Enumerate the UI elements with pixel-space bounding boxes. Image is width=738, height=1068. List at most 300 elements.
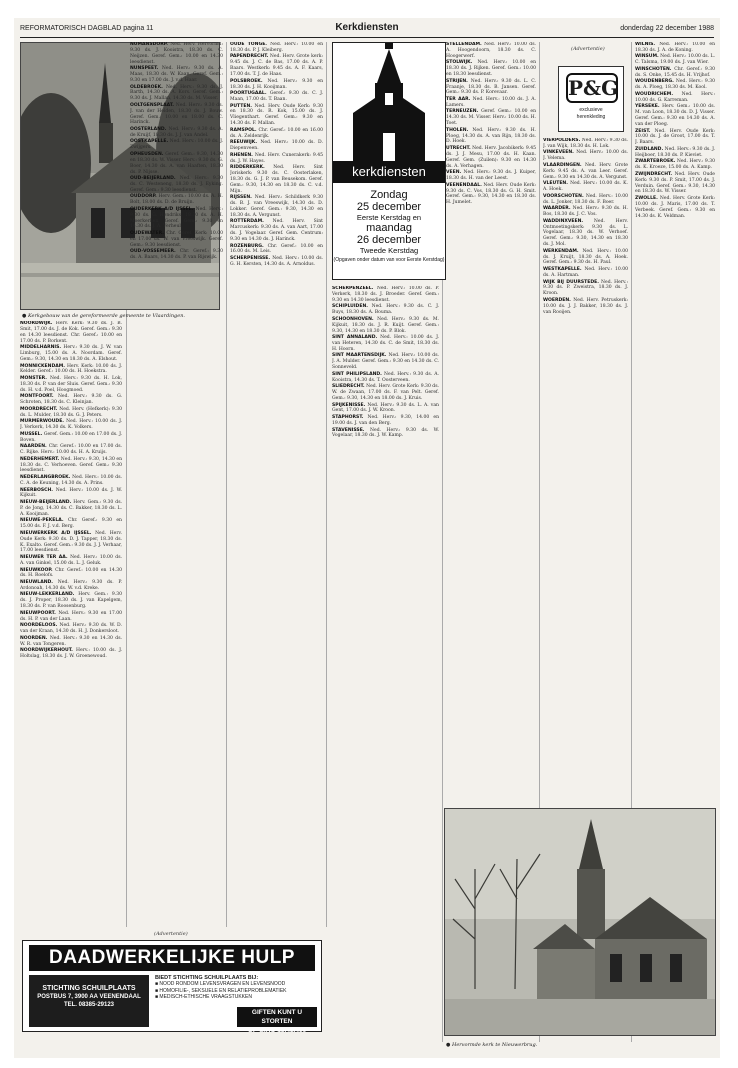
- service-listing: [446, 128, 536, 146]
- service-listing: [20, 394, 122, 406]
- listing-text: Herv.: 10.00 ds. J. Holtslag, 18.30 ds. J. W. Groenewoud.: [20, 648, 122, 660]
- listing-text: Ned. Herv.: 9.30 ds. P. Zweistra, 18.30 ds. J. Kroon.: [543, 279, 628, 297]
- listing-place: WINSUM.: [635, 54, 659, 60]
- listing-text: Ned. Herv.: 9.30 ds. G. Schroten, 18.30 ds. C. Kleinjan.: [20, 394, 122, 406]
- gift-box: [237, 1007, 317, 1034]
- pg-logo: P&G: [566, 73, 618, 103]
- listing-place: THOLEN.: [446, 127, 469, 133]
- service-listing: [543, 181, 628, 193]
- service-listing: [20, 580, 122, 592]
- listing-text: Ned. Herv.: 9.30 ds. A. Ploeg, 18.30 ds. M. Kool.: [635, 79, 715, 91]
- listing-text: Ned. Herv. Ontmoetingskerk: 9.30 ds. L. Vogelaar, 18.30 ds. W. Verhoef. Geref. Gem.: 9.30, 14.30 en 18.30 ds. J. Mol.: [543, 218, 628, 248]
- service-listing: [332, 304, 439, 316]
- service-listing: [635, 54, 715, 66]
- hulp-title: DAADWERKELIJKE HULP: [29, 945, 315, 971]
- listing-text: Ned. Herv.: 9.30 ds. L. A. van Gent, 17.00 ds. J. W. Kroon.: [332, 402, 439, 414]
- listing-place: MONNICKENDAM.: [20, 363, 66, 369]
- listing-place: NIEUWLAND.: [20, 579, 54, 585]
- listing-text: Ned. Herv.: 9.30 ds. J. Heijboer, 18.30 ds. P. Kieviet.: [635, 146, 715, 158]
- service-listing: [230, 165, 323, 194]
- service-listing: [20, 500, 122, 518]
- photo-caption-text: Kerkgebouw van de gereformeerde gemeente te Vlaardingen.: [27, 313, 186, 319]
- listing-text: Ned. Herv.: 10.00 ds. J. Kruijt, 18.30 ds. A. Hoek. Geref. Gem.: 9.30 ds. H. Paul.: [543, 248, 628, 266]
- listing-place: SINT MAARTENSDIJK.: [332, 353, 387, 359]
- pg-line: herenkleding: [576, 114, 606, 120]
- service-listing: [446, 42, 536, 60]
- listing-place: OUDEWATER.: [130, 231, 164, 237]
- listing-place: ZEIST.: [635, 128, 651, 134]
- listing-place: OLDEBROEK.: [130, 84, 163, 90]
- listing-text: Ned. Herv.: 9.30 ds. C. J. Buys, 18.30 ds. A. Bouma.: [332, 304, 439, 316]
- hulp-service-text: NOOD RONDOM LEVENSVRAGEN EN LEVENSNOOD: [159, 981, 286, 987]
- listing-place: VLEUTEN.: [543, 181, 568, 187]
- service-listing: [635, 147, 715, 159]
- service-listing: [230, 104, 323, 127]
- service-listing: [130, 127, 223, 139]
- listing-place: SPIJKENISSE.: [332, 402, 366, 408]
- kd-line: maandag: [366, 222, 412, 234]
- listing-place: MOORDRECHT.: [20, 406, 58, 412]
- masthead-left: REFORMATORISCH DAGBLAD pagina 11: [20, 25, 154, 32]
- listing-place: VOORSCHOTEN.: [543, 193, 584, 199]
- service-listing: [230, 128, 323, 140]
- listing-text: Chr. Geref.: 10.00 en 14.30 ds. H. Roelofs.: [20, 567, 122, 579]
- listing-place: ZUIDLAND.: [635, 146, 664, 152]
- column-4: [332, 286, 439, 927]
- gift-line: GIFTEN KUNT U STORTEN: [251, 1009, 303, 1025]
- service-listing: [543, 138, 628, 150]
- listing-place: VLAARDINGEN.: [543, 162, 582, 168]
- listing-place: NOORDEN.: [20, 635, 48, 641]
- listing-text: Ned. Herv.: 10.00 ds. J. A. Mulder. Geref. Gem.: 9.30 en 14.30 ds. C. Sonneveld.: [332, 353, 439, 371]
- listing-text: Ned. Herv. Cunerakerk: 9.45 ds. J. W. Hayes.: [230, 152, 323, 164]
- listing-text: Herv. Gem.: 10.00 ds. M. van Loon, 18.30 ds. D. J. Visser. Geref. Gem.: 9.30 en 14.30 ds. A. van der Ploeg.: [635, 104, 715, 127]
- listing-text: Ned. Herv. Oude Kerk: 9.30 ds. D. J. Tapper, 18.30 ds. K. Exalto. Geref. Gem.: 9.30 ds. J. J. Verhaar, 17.00 leesdienst.: [20, 530, 122, 554]
- listing-text: Chr. Geref.: 9.30 ds. A. Baars, 14.30 ds. P. van Rijswijk.: [130, 249, 223, 261]
- listing-place: ZWOLLE.: [635, 196, 658, 202]
- listing-text: Ned. Herv.: 9.30 en 14.30 ds. W. R. van Tongeren.: [20, 635, 122, 647]
- hulp-service-item: ■ HOMOFILIE-, SEKSUELE EN RELATIEPROBLEMATIEK: [155, 987, 287, 994]
- listing-place: VEEN.: [446, 170, 462, 176]
- service-listing: [332, 335, 439, 353]
- listing-text: Geref. Gem.: 9.30, 14.30 en 18.30 ds. W. Visser. Herv.: 9.30 ds. G. Boer, 14.30 ds. A. van Haaften, 18.30 ds. P. Nijsse.: [130, 151, 223, 175]
- listing-place: MONTFOORT.: [20, 394, 54, 400]
- service-listing: [20, 611, 122, 623]
- listing-place: PUTTEN.: [230, 103, 252, 109]
- listing-place: NIEUWE-PEKELA.: [20, 518, 64, 524]
- listing-text: Ned. Herv.: 9.30 ds. A. Maas, 18.30 ds. W. Kaan. Geref. Gem.: 9.30 en 17.00 ds. J. v.d. Haar.: [130, 66, 223, 83]
- service-listing: [543, 219, 628, 248]
- service-listing: [230, 91, 323, 103]
- listing-text: Ned. Herv.: 10.00 ds. L. Jonker, 18.30 ds. F. Boer.: [543, 193, 628, 205]
- service-listing: [635, 196, 715, 219]
- listing-text: Ned. Herv.: 9.30, 14.30 en 18.30 ds. C. Verhoeven. Geref. Gem.: 9.30 leesdienst.: [20, 456, 122, 474]
- photo-caption: ● Kerkgebouw van de gereformeerde gemeente te Vlaardingen.: [22, 313, 186, 319]
- listing-place: SINT PHILIPSLAND.: [332, 371, 382, 377]
- kerkdiensten-banner: kerkdiensten: [333, 161, 445, 183]
- masthead: [20, 22, 714, 38]
- service-listing: [543, 194, 628, 206]
- service-listing: [635, 79, 715, 91]
- listing-place: OOLTGENSPLAAT.: [130, 102, 174, 108]
- service-listing: [230, 79, 323, 91]
- masthead-date: donderdag 22 december 1988: [620, 25, 714, 32]
- listing-text: Ned. Herv.: 9.30 ds. H. Ploeg, 14.30 ds. A. van Rijn, 18.30 ds. D. Hoek.: [446, 127, 536, 145]
- listing-place: RHENEN.: [230, 152, 253, 158]
- hulp-advertisement: [22, 940, 322, 1032]
- service-listing: [130, 176, 223, 194]
- service-listing: [635, 67, 715, 79]
- listing-place: ROTTERDAM.: [230, 219, 264, 225]
- service-listing: [130, 194, 223, 206]
- service-listing: [20, 636, 122, 648]
- listing-text: Ned. Herv.: 9.30 ds. G. Hendriks, 18.30 ds. A. H. Moerkerken. Geref. Gem.: 9.30 en 14.30 ds. J. A. Verheul.: [130, 206, 223, 230]
- service-listing: [446, 170, 536, 182]
- listing-place: RIJSSEN.: [230, 195, 252, 201]
- listing-place: MURMERWOUDE.: [20, 419, 65, 425]
- listing-text: Ned. Herv.: 9.30 ds. L. C. Fraanje, 18.30 ds. B. Jansen. Geref. Gem.: 9.30 ds. P. Korevaar.: [446, 78, 536, 96]
- listing-place: WOUDENBERG.: [635, 79, 674, 85]
- service-listing: [230, 54, 323, 77]
- hulp-services: [155, 975, 317, 1034]
- listing-place: OUD-BEIJERLAND.: [130, 176, 176, 182]
- listing-text: Herv. Gem.: 9.30 ds. P. de Jong, 14.30 ds. C. Bakker, 18.30 ds. L. A. Kooijman.: [20, 500, 122, 517]
- listing-place: WERKENDAM.: [543, 248, 579, 254]
- listing-text: Ned. Herv.: 10.00 ds. J. Zwijgers.: [130, 139, 223, 151]
- listing-place: RIDDERKERK.: [230, 165, 265, 171]
- listing-text: Ned. Herv.: 10.00 ds. G. Karreman.: [635, 91, 715, 103]
- kd-line: Zondag: [370, 189, 408, 201]
- column-rule: [326, 42, 327, 927]
- gift-line: OP GIRO 13.41.400: [247, 1027, 307, 1034]
- service-listing: [230, 219, 323, 242]
- listing-place: WIJK BIJ DUURSTEDE.: [543, 279, 599, 285]
- hulp-service-text: MEDISCH-ETHISCHE VRAAGSTUKKEN: [159, 994, 252, 1000]
- service-listing: [543, 150, 628, 162]
- column-7: [635, 42, 715, 842]
- service-listing: [20, 592, 122, 610]
- service-listing: [20, 419, 122, 431]
- listing-text: Ned. Herv.: 9.30, 14.00 en 19.00 ds. J. van den Berg.: [332, 415, 439, 426]
- kerkdiensten-dates: [333, 189, 445, 263]
- service-listing: [20, 432, 122, 444]
- service-listing: [230, 42, 323, 54]
- listing-text: Ned. Herv. (Hefkerk): 9.30 ds. L. Mulder, 18.30 ds. G. J. Peters.: [20, 406, 122, 418]
- service-listing: [20, 623, 122, 635]
- service-listing: [20, 475, 122, 487]
- listing-text: Chr. Geref.: 10.00 en 16.00 ds. A. Zeldenrijk.: [230, 127, 323, 139]
- listing-place: UTRECHT.: [446, 146, 471, 152]
- listing-place: WOERDEN.: [543, 297, 571, 303]
- listing-place: NEDERHEMERT.: [20, 456, 60, 462]
- service-listing: [20, 407, 122, 419]
- listing-text: Ned. Herv. Jacobikerk: 9.45 ds. J. J. Mesu, 17.00 ds. H. Kaan. Geref. Gem. (Zuilen): 9.30 en 14.30 ds. A. Verhagen.: [446, 146, 536, 169]
- hulp-postbus: POSTBUS 7, 3900 AA VEENENDAAL: [37, 994, 141, 1000]
- listing-text: Ned. Herv. Grote kerk: 9.45 ds. J. C. de Bas, 17.00 ds. A. P. Baars. Westkerk: 9.45 ds. A. F. Kaars, 17.00 ds. T. J. de Haas.: [230, 54, 323, 78]
- listing-place: OOSTERLAND.: [130, 127, 167, 132]
- service-listing: [543, 298, 628, 316]
- listing-place: VEENENDAAL.: [446, 182, 482, 188]
- kerkdiensten-box: [332, 42, 446, 280]
- service-listing: [635, 104, 715, 127]
- listing-text: Geref.: 9.30 ds. C. J. Maan, 17.00 ds. T. Baan.: [230, 91, 323, 102]
- listing-place: NUNSPEET.: [130, 66, 159, 72]
- listing-text: Ned. Herv.: 9.30 ds. H. Lok, 18.30 ds. P. van der Sluis. Geref. Gem.: 9.30 ds. H. v.d. Poel, Hoogmoed.: [20, 375, 122, 393]
- service-listing: [20, 568, 122, 580]
- service-listing: [230, 140, 323, 152]
- service-listing: [20, 488, 122, 500]
- service-listing: [20, 345, 122, 363]
- service-listing: [130, 139, 223, 151]
- listing-text: Ned. Herv. Oude Kerk: 10.00 ds. J. de Groot, 17.00 ds. T. J. Baars.: [635, 128, 715, 146]
- listing-text: Ned. Herv.: 9.30 en 18.30 ds. J. H. Kooijman.: [230, 78, 323, 90]
- listing-place: WILNIS.: [635, 42, 656, 47]
- listing-place: SCHOONHOVEN.: [332, 316, 374, 322]
- listing-text: Ned. Herv.: 9.30 ds. A. Kooistra, 14.30 ds. T. Oosterveen.: [332, 371, 439, 383]
- service-listing: [635, 92, 715, 104]
- listing-text: Ned. Herv. Grote Kerk: 9.45 ds. A. van Leer. Geref. Gem.: 9.30 en 14.30 ds. A. Vergunst.: [543, 162, 628, 180]
- listing-text: Ned. Herv.: 10.00 ds. J. J. Verkerk, 14.30 ds. K. Volkers.: [20, 419, 122, 431]
- listing-place: NIEUWKOOP.: [20, 567, 53, 573]
- listing-text: Ned. Herv.: 10.00 ds. J. Velema.: [543, 150, 628, 162]
- column-1: [20, 321, 122, 926]
- column-2: [130, 42, 223, 927]
- listing-text: Ned. Herv.: 10.00 en 18.30 ds. J. Rijken. Geref. Gem.: 10.00 en 18.30 leesdienst.: [446, 60, 536, 78]
- listing-text: Geref. Gem.: 10.00 en 17.00 ds. J. Boven.: [20, 431, 122, 443]
- kd-line: Tweede Kerstdag: [359, 246, 419, 255]
- listing-text: Herv. Kerk: 10.00 ds. J. Kelder. Geref.: 10.00 ds. H. Hoekstra.: [20, 363, 122, 375]
- service-listing: [20, 648, 122, 660]
- service-listing: [130, 231, 223, 249]
- listing-place: STAPHORST.: [332, 415, 364, 421]
- listing-text: Ned. Herv.: 10.00 ds. P. Verkerk, 18.30 ds. J. Broeder. Geref. Gem.: 9.30 en 14.30 leesdienst.: [332, 286, 439, 303]
- service-listing: [332, 384, 439, 402]
- listing-text: Ned. Herv.: 9.30 ds. J. Barth, 14.30 ds. A. Kors. Geref. Gem.: 9.30 ds. J. Mallan, 14.30 ds. M. Visser.: [130, 84, 223, 102]
- listing-text: Ned. Herv.: 10.00 ds. A. van Ginkel, 15.00 ds. L. J. Geluk.: [20, 555, 122, 566]
- service-listing: [332, 353, 439, 371]
- pg-line: exclusieve: [579, 107, 603, 113]
- listing-text: Ned. Herv. Sint Marcuskerk: 9.30 ds. A. van Aart, 17.00 ds. J. Vogelaar. Geref. Gem. Centrum: 9.30 en 14.30 ds. J. Harinck.: [230, 219, 323, 242]
- listing-place: ROZENBURG.: [230, 243, 264, 249]
- listing-text: Geref. Gem.: 10.00 en 14.30 ds. M. Visser. Herv.: 10.00 ds. H. Toet.: [446, 109, 536, 127]
- column-rule: [226, 42, 227, 927]
- listing-place: NIEUWERKERK A/D IJSSEL.: [20, 530, 92, 536]
- listing-text: Ned. Herv.: 9.30 ds. A. de Kruijf, 18.30 ds. J. J. van Andel.: [130, 127, 223, 138]
- listing-place: POORTUGAAL.: [230, 91, 267, 97]
- listing-place: STELLENDAM.: [446, 42, 482, 47]
- listing-text: Ned. Herv.: 9.30 ds. K. Kroeze, 15.00 ds. A. Kamp.: [635, 159, 715, 171]
- service-listing: [446, 97, 536, 109]
- listing-text: Ned. Herv.: 9.30 ds. P. Ardonoah, 14.30 ds. W. v.d. Kreke.: [20, 579, 122, 591]
- service-listing: [130, 103, 223, 126]
- listing-place: WADDINXVEEN.: [543, 218, 584, 224]
- listing-place: MONSTER.: [20, 375, 47, 381]
- listing-text: Ned. Herv.: 10.00 ds. C. A. de Keuning, 14.30 ds. A. Prins.: [20, 475, 122, 486]
- service-listing: [635, 159, 715, 171]
- listing-place: OUDE TONGE.: [230, 42, 268, 47]
- listing-place: STOLWIJK.: [446, 60, 473, 66]
- listing-place: OUD-VOSSEMEER.: [130, 249, 176, 255]
- listing-place: RAMSPOL.: [230, 127, 257, 133]
- listing-text: Ned. Herv.: 9.30 en 17.00 ds. H. P. van der Laan.: [20, 610, 122, 622]
- service-listing: [20, 531, 122, 554]
- listing-text: Herv. Kerk: 9.30 ds. J. B. Smit, 17.00 ds. J. de Kok. Geref. Gem.: 9.30 en 14.30 leesdienst. Chr. Geref.: 10.00 en 17.00 ds. P. Borkent.: [20, 321, 122, 344]
- listing-place: NIEUW-BEIJERLAND.: [20, 500, 72, 506]
- listing-text: Ned. Herv. Oude Kerk: 9.30 en 18.30 ds. R. Kok, 15.00 ds. J. Vliegenthart. Geref. Gem.: 9.30 en 14.30 ds. F. Mallan.: [230, 103, 323, 127]
- listing-place: OOSTKAPELLE.: [130, 139, 169, 145]
- advertisement-label: (Advertentie): [154, 931, 188, 937]
- church-photo-image: [445, 809, 716, 1036]
- service-listing: [20, 457, 122, 475]
- listing-text: Herv.: 9.30 ds. J. W. van Limburg, 15.00 ds. A. Noordam. Geref. Gem.: 9.30, 14.30 en 18.30 ds. A. Elshout.: [20, 345, 122, 362]
- service-listing: [543, 249, 628, 267]
- section-title: Kerkdiensten: [335, 22, 399, 33]
- listing-text: Ned. Herv.: 10.00 ds. A. Hartman.: [543, 267, 628, 278]
- listing-place: SCHERPENZEEL.: [332, 286, 374, 291]
- listing-place: NEERBOSCH.: [20, 487, 53, 493]
- service-listing: [130, 152, 223, 175]
- listing-text: Herv. Gem.: 9.30 ds. J. Proper, 18.30 ds. J. van Kapelgem, 18.30 ds. P. van Roosenburg.: [20, 592, 122, 610]
- listing-text: Ned. Herv.: 9.30 ds. M. Kijkuit, 18.30 ds. J. R. Kuijt. Geref. Gem.: 9.30, 14.30 en 18.30 ds. P. Blok.: [332, 316, 439, 334]
- listing-text: Ned. Herv.: 9.30 ds. J. van Wijk, 18.30 ds. H. Lok.: [543, 138, 628, 149]
- listing-place: SCHIPLUIDEN.: [332, 304, 368, 310]
- service-listing: [20, 321, 122, 344]
- advertisement-label: (Advertentie): [571, 46, 605, 52]
- listing-place: VIERPOLDERS.: [543, 138, 581, 143]
- listing-text: Ned. Herv.: 9.30 ds. J. van der Heiden, 18.30 ds. J. Bouw. Geref. Gem.: 10.00 en 18.00 ds. C. Harinck.: [130, 102, 223, 126]
- listing-text: Ned. Herv.: 10.00 ds. G. H. Kersten, 14.30 ds. A. Arnoldus.: [230, 256, 323, 267]
- listing-place: NIEUWPOORT.: [20, 610, 56, 616]
- listing-place: NEDERLANGBROEK.: [20, 475, 71, 481]
- listing-text: Ned. Herv.: 10.00 ds. L. C. Talsma, 19.00 ds. J. van Wier.: [635, 54, 715, 66]
- listing-place: MUSSEL.: [20, 431, 43, 437]
- hulp-address: [29, 975, 149, 1027]
- service-listing: [130, 42, 223, 65]
- listing-text: Ned. Herv.: 10.00 ds. D. Diepenveen.: [230, 140, 323, 152]
- listing-place: STAVENISSE.: [332, 427, 365, 433]
- service-listing: [446, 79, 536, 97]
- kd-line: 26 december: [356, 234, 422, 246]
- service-listing: [332, 428, 439, 440]
- listing-text: Ned. Herv.: 10.00 ds. J. W. Kijkuit.: [20, 487, 122, 499]
- service-listing: [332, 286, 439, 304]
- service-listing: [130, 207, 223, 230]
- listing-text: Chr. Geref.: 10.00 en 17.00 ds. C. Rijke. Herv.: 10.00 ds. H. A. Kruijs.: [20, 444, 122, 456]
- listing-text: Ned. Herv.: Schildkerk 9.30 ds. B. J. van Vreeswijk, 14.30 ds. D. Lokker. Geref. Gem.: 9.30, 14.30 en 18.30 ds. A. Vergunst.: [230, 195, 323, 218]
- listing-place: REEUWIJK.: [230, 140, 258, 146]
- listing-text: Ned. Herv.: 9.30 ds. C. Westeneng, 18.30 ds. J. Eyking. Geref. Gem.: 9.30 leesdienst.: [130, 176, 223, 193]
- listing-text: Ned. Herv. Grote Kerk: 9.30 ds. W. de Zwaan, 17.00 ds. F. van Pelt. Geref. Gem.: 9.30, 14.30 en 18.00 ds. J. Kruis.: [332, 384, 439, 401]
- listing-place: POLSBROEK.: [230, 78, 263, 84]
- listing-place: SINT ANNALAND.: [332, 335, 378, 341]
- listing-text: Ned. Herv.: 9.30 ds. W. D. van der Kraan, 14.30 ds. H. J. Donkersloot.: [20, 623, 122, 635]
- listing-text: Chr. Geref. Kerk: 10.00 en 17.00 ds. W. van Vreeswijk. Geref. Gem.: 9.30 leesdienst.: [130, 231, 223, 248]
- listing-text: Ned. Herv.: 10.00 ds. J. van Heteren, 14.30 ds. C. de Smit, 18.30 ds. H. Hoorn.: [332, 335, 439, 352]
- photo-caption-text: Hervormde kerk te Nieuwerbrug.: [451, 1042, 538, 1048]
- hulp-phone: TEL. 08385-29123: [63, 1002, 115, 1008]
- service-listing: [635, 129, 715, 147]
- listing-place: NOORDWIJKERHOUT.: [20, 648, 73, 654]
- listing-place: NUMANSDORP.: [130, 42, 168, 47]
- listing-text: Ned. Herv. Oude Kerk: 9.30 ds. P. Smit, 17.00 ds. J. Verduin. Geref. Gem.: 9.30, 14.30 en 18.30 ds. W. Visser.: [635, 171, 715, 195]
- kd-note: (Opgaven onder datum van voor Eerste Kerstdag): [333, 257, 445, 263]
- listing-text: Ned. Herv.: 9.30 ds. H. Bos, 18.30 ds. J. C. Vos.: [543, 206, 628, 218]
- service-listing: [130, 249, 223, 261]
- listing-text: Herv. Gem.: 10.00 ds. A. H. Bolt, 18.00 ds. D. de Bruijn.: [130, 194, 223, 206]
- service-listing: [543, 206, 628, 218]
- service-listing: [20, 518, 122, 530]
- service-listing: [20, 364, 122, 376]
- service-listing: [332, 317, 439, 335]
- listing-text: Ned. Herv.: 10.00 ds. A. Hoogendoorn, 18.30 ds. C. Hoogerwerf.: [446, 42, 536, 59]
- listing-place: SCHERPENISSE.: [230, 256, 271, 262]
- service-listing: [446, 183, 536, 206]
- service-listing: [20, 555, 122, 567]
- listing-place: STRIJEN.: [446, 78, 468, 84]
- listing-text: Ned. Herv. Grote Kerk: 10.00 ds. J. Maris, 17.00 ds. T. Verbeek. Geref. Gem.: 9.30 en 14.30 ds. K. Veldman.: [635, 196, 715, 219]
- service-listing: [446, 60, 536, 78]
- listing-place: YERSEKE.: [635, 104, 660, 110]
- service-listing: [543, 267, 628, 279]
- service-listing: [332, 415, 439, 427]
- listing-text: Ned. Herv. Hervormd: 9.30 ds. J. Kooistra, 18.30 ds. C. Neijzen. Geref. Gem.: 10.00 en 14.30 leesdienst.: [130, 42, 223, 65]
- listing-text: Ned. Herv.: 9.30 ds. J. Kuiper, 18.30 ds. H. van der Leest.: [446, 170, 536, 182]
- listing-place: NOORDWIJK.: [20, 321, 53, 326]
- service-listing: [20, 376, 122, 394]
- listing-text: Chr. Geref.: 9.30 en 15.00 ds. F. J. v.d. Berg.: [20, 518, 122, 530]
- service-listing: [130, 66, 223, 84]
- church-photo-nieuwerbrug: [444, 808, 716, 1036]
- service-listing: [332, 372, 439, 384]
- listing-text: Chr. Geref.: 10.00 en 16.00 ds. M. Leis.: [230, 243, 323, 255]
- listing-place: WESTKAPELLE.: [543, 267, 582, 273]
- listing-place: TERNEUZEN.: [446, 109, 479, 115]
- listing-place: NOORDELOOS.: [20, 623, 58, 629]
- hulp-services-heading: BIEDT STICHTING SCHUILPLAATS BIJ:: [155, 975, 259, 981]
- listing-text: Ned. Herv. Oude Kerk: 9.30 ds. C. Vos, 18.30 ds. G. H. Smit. Geref. Gem.: 9.30, 14.30 en 18.30 ds. H. Jumelet.: [446, 182, 536, 206]
- listing-text: Ned. Herv. Sint Joriskerk: 9.30 ds. C. Oosterlaken, 18.30 ds. G. J. P. van Beusekom. Geref. Gem.: 9.30, 14.30 en 18.30 ds. C. v.d. Mijn.: [230, 165, 323, 194]
- listing-text: Chr. Geref.: 9.30 ds. S. Onke, 15.45 ds. H. Vrijhof.: [635, 66, 715, 78]
- service-listing: [20, 444, 122, 456]
- listing-place: NIEUW-LEKKERLAND.: [20, 592, 75, 598]
- column-3: [230, 42, 323, 927]
- listing-place: WAARDER.: [543, 206, 571, 212]
- service-listing: [230, 244, 323, 256]
- service-listing: [230, 256, 323, 268]
- service-listing: [446, 109, 536, 127]
- listing-place: VINKEVEEN.: [543, 150, 574, 156]
- listing-place: PAPENDRECHT.: [230, 54, 269, 60]
- listing-place: ZWARTEBROEK.: [635, 159, 676, 165]
- hulp-org-name: STICHTING SCHUILPLAATS: [42, 985, 136, 992]
- listing-place: OPHEUSDEN.: [130, 151, 164, 157]
- church-icon: [333, 43, 445, 161]
- service-listing: [635, 42, 715, 54]
- service-listing: [130, 85, 223, 103]
- listing-text: Ned. Herv.: 9.30 ds. W. Vogelaar, 18.30 ds. J. W. Kamp.: [332, 427, 439, 439]
- listing-place: TER AAR.: [446, 96, 471, 102]
- listing-place: WOUDRICHEM.: [635, 91, 674, 97]
- listing-text: Ned. Herv.: 10.00 ds. K. A. Hoek.: [543, 181, 628, 193]
- service-listing: [543, 163, 628, 181]
- listing-text: Ned. Herv.: 10.00 en 18.30 ds. P. J. Kleiberg.: [230, 42, 323, 53]
- hulp-service-item: ■ MEDISCH-ETHISCHE VRAAGSTUKKEN: [155, 994, 252, 1000]
- pg-advertisement: [558, 66, 624, 132]
- service-listing: [332, 403, 439, 415]
- listing-place: ZWIJNDRECHT.: [635, 171, 673, 177]
- listing-place: MIDDELHARNIS.: [20, 345, 62, 351]
- listing-text: Ned. Herv. Petruskerk: 10.00 ds. J. J. Bakker, 18.30 ds. J. van Rooijen.: [543, 297, 628, 315]
